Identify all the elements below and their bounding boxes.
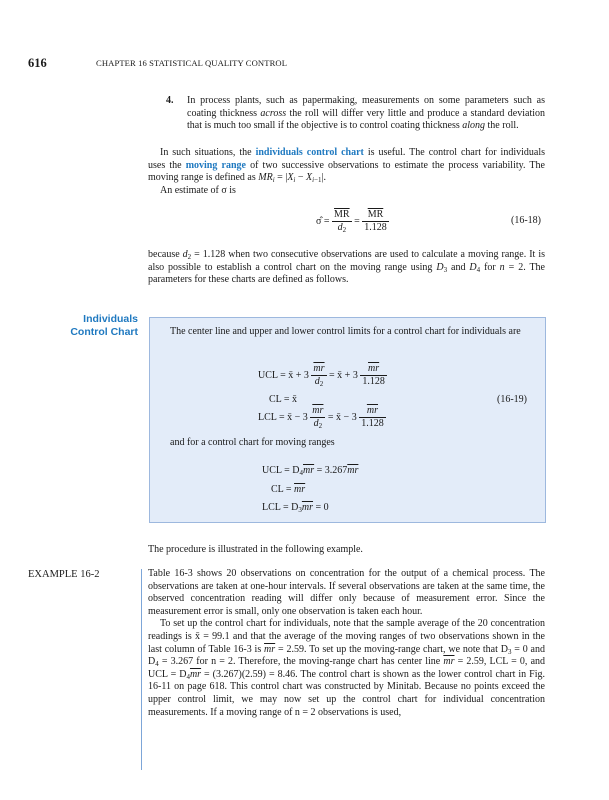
chapter-title: CHAPTER 16 STATISTICAL QUALITY CONTROL: [96, 57, 288, 68]
cl-individuals-equation: CL = x̄: [269, 394, 298, 405]
ucl-moving-range-equation: UCL = $D_4\overline{mr} = 3.267\overline{mr}$: [262, 465, 359, 477]
lcl-individuals-equation: LCL = x̄ − 3 $\frac{\overline{mr}}{d_2}$ = x̄ − 3 $\frac{\overline{mr}}{1.128}$: [258, 405, 384, 430]
procedure-sentence: The procedure is illustrated in the following example.: [148, 544, 363, 555]
equation-number-16-18: (16-18): [511, 215, 541, 226]
ucl-individuals-equation: UCL = x̄ + 3 $\frac{\overline{mr}}{d_2}$ = x̄ + 3 $\frac{\overline{mr}}{1.128}$: [258, 363, 385, 388]
equation-16-18: σ̂ = $\frac{\overline{MR}}{d_2}$ = $\frac{\overline{MR}}{1.128}$: [316, 209, 387, 234]
list-item-4: In process plants, such as papermaking, measurements on some parameters such as coating thickness across the roll will differ very little and produce a standard deviation that is much too small if the objective is to control coating thickness along the roll.: [187, 95, 545, 132]
lcl-moving-range-equation: LCL = $D_3\overline{mr} = 0$: [262, 502, 329, 514]
sidebar-heading: Individuals Control Chart: [70, 313, 138, 338]
term-moving-range: moving range: [185, 159, 246, 171]
list-number: 4.: [166, 95, 174, 106]
cl-moving-range-equation: CL = $\overline{mr}$: [271, 484, 306, 495]
page-number: 616: [28, 56, 47, 70]
example-rule: [141, 569, 142, 770]
paragraph-moving-range-chart: because $d_2 = 1.128$ when two consecutive observations are used to calculate a moving range. It is also possible to establish a control chart on the moving range using $D_3$ and $D_4$ for n = 2. The parameters for these charts are defined as follows.: [148, 249, 545, 286]
example-label: EXAMPLE 16-2: [28, 569, 100, 580]
moving-range-intro: and for a control chart for moving ranges: [170, 437, 335, 448]
equation-number-16-19: (16-19): [497, 394, 527, 405]
definition-box-intro: The center line and upper and lower control limits for a control chart for individuals are: [170, 326, 521, 337]
example-body: Table 16-3 shows 20 observations on concentration for the output of a chemical process. The observations are taken at one-hour intervals. If several observations are taken at the same time, the observed concentration reading will differ only because of measurement error. Since the measurement error is small, only one observation is taken each hour. To set up the control chart for individuals, note that the sample average of the 20 concentration readings is x̄ = 99.1 and that the average of the moving ranges of two observations shown in the last column of Table 16-3 is $\overline{mr} = 2.59$. To set up the moving-range chart, we note that $D_3 = 0$ and $D_4 = 3.267$ for n = 2. Therefore, the moving-range chart has center line $\overline{mr} = 2.59$, LCL = 0, and UCL = $D_4\overline{mr} = (3.267)(2.59) = 8.46$. The control chart is shown as the lower control chart in Fig. 16-11 on page 618. This control chart was constructed by Minitab. Because no points exceed the upper control limit, we may now set up the control chart for individual concentration measurements. If a moving range of n = 2 observations is used,: [148, 568, 546, 718]
paragraph-individuals-intro: In such situations, the individuals control chart is useful. The control chart for individuals uses the moving range of two successive observations to estimate the process variability. The moving range is defined as $MR_i = |X_i - X_{i-1}|$. An estimate of σ is: [148, 147, 545, 196]
term-individuals-control-chart: individuals control chart: [255, 147, 364, 158]
